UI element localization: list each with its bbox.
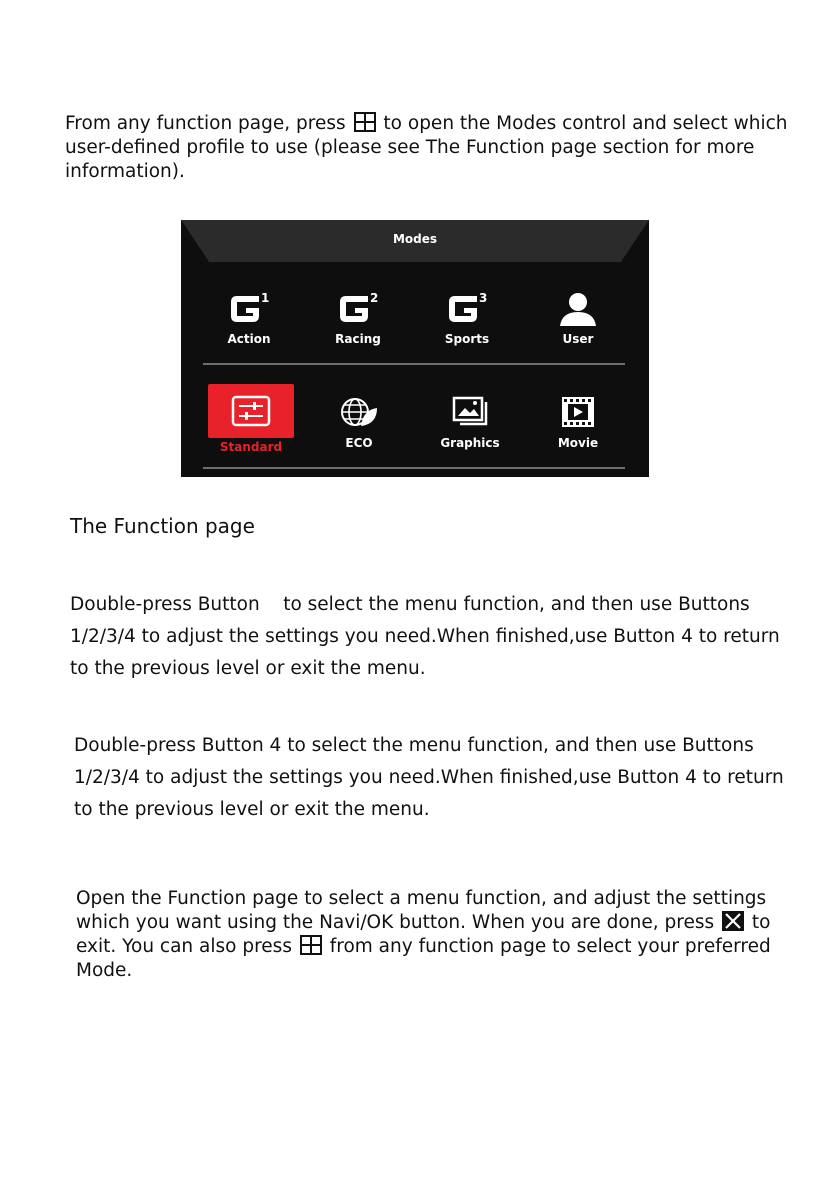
intro-text-after: to open the Modes control and select which user-defined profile to use (please see The Function page section for more information). [65,113,788,182]
g3-icon [445,290,489,326]
sliders-icon [208,384,294,438]
svg-text:3: 3 [479,291,488,305]
user-icon [556,290,600,326]
modes-grid-icon [300,935,322,955]
close-x-icon [722,911,744,931]
mode-label: Racing [335,332,381,346]
mode-label: Action [227,332,271,346]
paragraph-3-text-c: from any function page to select your preferred Mode. [76,936,771,981]
mode-label: ECO [345,436,373,450]
mode-movie[interactable] [535,394,621,450]
paragraph-1-line-3: to the previous level or exit the menu. [70,658,426,679]
g2-icon [336,290,380,326]
mode-eco[interactable] [316,394,402,450]
globe-leaf-icon [337,394,381,430]
images-icon [448,394,492,430]
function-page-heading: The Function page [70,514,255,538]
mode-action[interactable] [206,290,292,346]
paragraph-3-text-a: Open the Function page to select a menu function, and adjust the settings which you want using the Navi/OK button. When you are done, press [76,888,767,933]
g1-icon [227,290,271,326]
paragraph-2 [74,730,814,826]
mode-standard[interactable] [208,384,294,454]
intro-paragraph [65,112,793,184]
paragraph-3-text-b: to exit. You can also press [76,912,771,957]
mode-racing[interactable] [315,290,401,346]
paragraph-2-line-3: to the previous level or exit the menu. [74,799,430,820]
svg-text:2: 2 [370,291,379,305]
mode-user[interactable] [535,290,621,346]
mode-label: Graphics [440,436,500,450]
mode-label: Sports [444,332,490,346]
osd-title: Modes [392,232,438,246]
osd-divider-bottom [203,467,625,469]
svg-text:1: 1 [261,291,270,305]
modes-grid-icon [354,112,376,132]
mode-label: Standard [219,440,283,454]
paragraph-1-line-1: Double-press Button to select the menu function, and then use Buttons [70,594,750,615]
osd-divider-top [203,363,625,365]
mode-label: Movie [557,436,599,450]
paragraph-2-line-1: Double-press Button 4 to select the menu function, and then use Buttons [74,735,754,756]
mode-graphics[interactable] [427,394,513,450]
film-icon [556,394,600,430]
mode-label: User [562,332,594,346]
paragraph-2-line-2: 1/2/3/4 to adjust the settings you need.When finished,use Button 4 to return [74,767,784,788]
intro-text-before: From any function page, press [65,113,346,134]
modes-osd-panel [181,220,649,477]
paragraph-1 [70,589,810,685]
mode-sports[interactable] [424,290,510,346]
paragraph-1-line-2: 1/2/3/4 to adjust the settings you need.When finished,use Button 4 to return [70,626,780,647]
paragraph-3 [76,887,796,983]
